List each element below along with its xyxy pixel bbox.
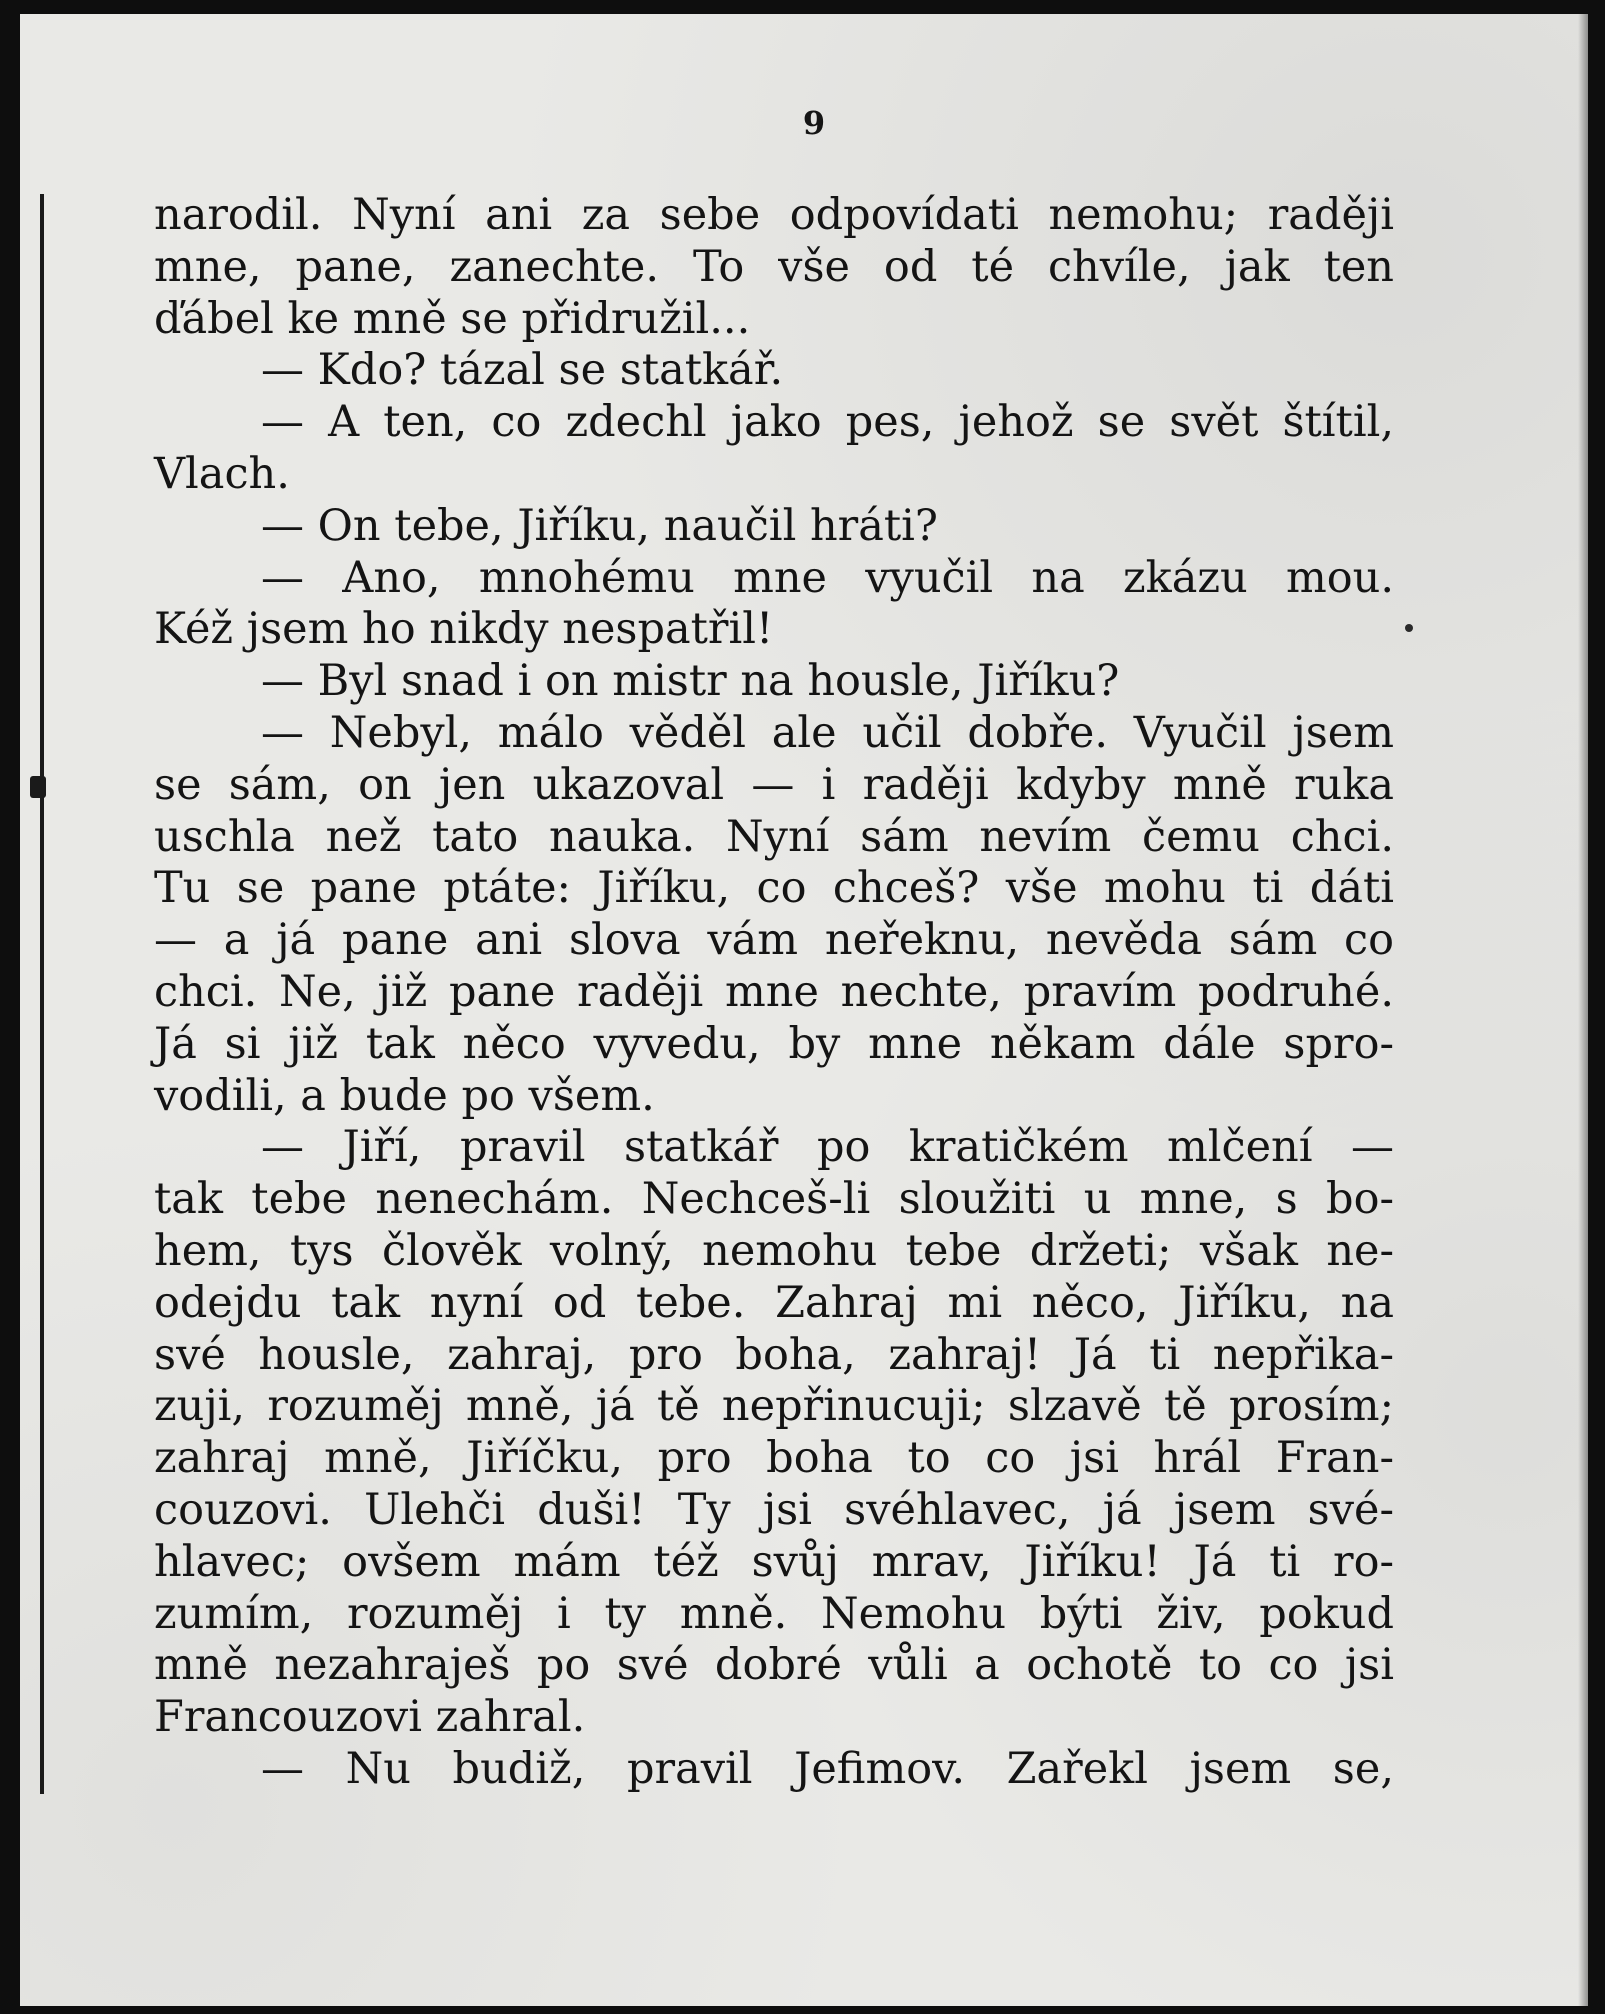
text-line: — On tebe, Jiříku, naučil hráti? bbox=[261, 500, 938, 551]
text-line: odejdu tak nyní od tebe. Zahraj mi něco, Jiříku, na bbox=[154, 1277, 1394, 1328]
text-line: — Jiří, pravil statkář po kratičkém mlčení — bbox=[261, 1122, 1394, 1173]
text-line: narodil. Nyní ani za sebe odpovídati nemohu; raději bbox=[154, 190, 1394, 240]
text-line: — Nu budiž, pravil Jefimov. Zařekl jsem se, bbox=[261, 1743, 1394, 1794]
text-line: — Ano, mnohému mne vyučil na zkázu mou. bbox=[261, 552, 1394, 603]
text-line: své housle, zahraj, pro boha, zahraj! Já ti nepřika- bbox=[154, 1329, 1394, 1380]
text-line: Francouzovi zahral. bbox=[154, 1692, 586, 1743]
book-page bbox=[20, 14, 1588, 2006]
text-line: zumím, rozuměj i ty mně. Nemohu býti živ, pokud bbox=[154, 1588, 1394, 1639]
text-line: couzovi. Ulehči duši! Ty jsi svéhlavec, já jsem své- bbox=[154, 1484, 1394, 1535]
text-line: mne, pane, zanechte. To vše od té chvíle, jak ten bbox=[154, 241, 1394, 292]
text-line: tak tebe nenechám. Nechceš-li sloužiti u mne, s bo- bbox=[154, 1174, 1394, 1225]
text-line: ďábel ke mně se přidružil... bbox=[154, 293, 751, 344]
page-number: 9 bbox=[802, 104, 826, 142]
text-line: Vlach. bbox=[154, 448, 290, 499]
text-line: mně nezahraješ po své dobré vůli a ochotě to co jsi bbox=[154, 1640, 1394, 1691]
text-line: uschla než tato nauka. Nyní sám nevím čemu chci. bbox=[154, 811, 1394, 862]
text-line: chci. Ne, již pane raději mne nechte, pravím podruhé. bbox=[154, 966, 1394, 1017]
text-line: Já si již tak něco vyvedu, by mne někam dále spro- bbox=[154, 1018, 1394, 1069]
text-line: hlavec; ovšem mám též svůj mrav, Jiříku! Já ti ro- bbox=[154, 1536, 1394, 1587]
text-line: zahraj mně, Jiříčku, pro boha to co jsi hrál Fran- bbox=[154, 1433, 1394, 1484]
text-line: se sám, on jen ukazoval — i raději kdyby mně ruka bbox=[154, 759, 1394, 810]
margin-ink-mark bbox=[30, 776, 46, 798]
text-line: hem, tys člověk volný, nemohu tebe držeti; však ne- bbox=[154, 1225, 1394, 1276]
text-line: — A ten, co zdechl jako pes, jehož se svět štítil, bbox=[261, 397, 1394, 448]
text-line: Kéž jsem ho nikdy nespatřil! bbox=[154, 604, 774, 655]
text-line: — Nebyl, málo věděl ale učil dobře. Vyučil jsem bbox=[261, 707, 1394, 758]
ink-dot bbox=[1405, 624, 1413, 632]
text-line: — Kdo? tázal se statkář. bbox=[261, 345, 784, 396]
body-text bbox=[154, 190, 1394, 1796]
text-line: — a já pane ani slova vám neřeknu, nevěda sám co bbox=[154, 915, 1394, 966]
text-line: — Byl snad i on mistr na housle, Jiříku? bbox=[261, 656, 1120, 707]
text-line: zuji, rozuměj mně, já tě nepřinucuji; slzavě tě prosím; bbox=[154, 1381, 1394, 1432]
page-edge-shadow bbox=[1578, 14, 1588, 2006]
binding-edge-line bbox=[40, 194, 44, 1794]
text-line: vodili, a bude po všem. bbox=[154, 1070, 655, 1121]
text-line: Tu se pane ptáte: Jiříku, co chceš? vše mohu ti dáti bbox=[154, 863, 1394, 914]
